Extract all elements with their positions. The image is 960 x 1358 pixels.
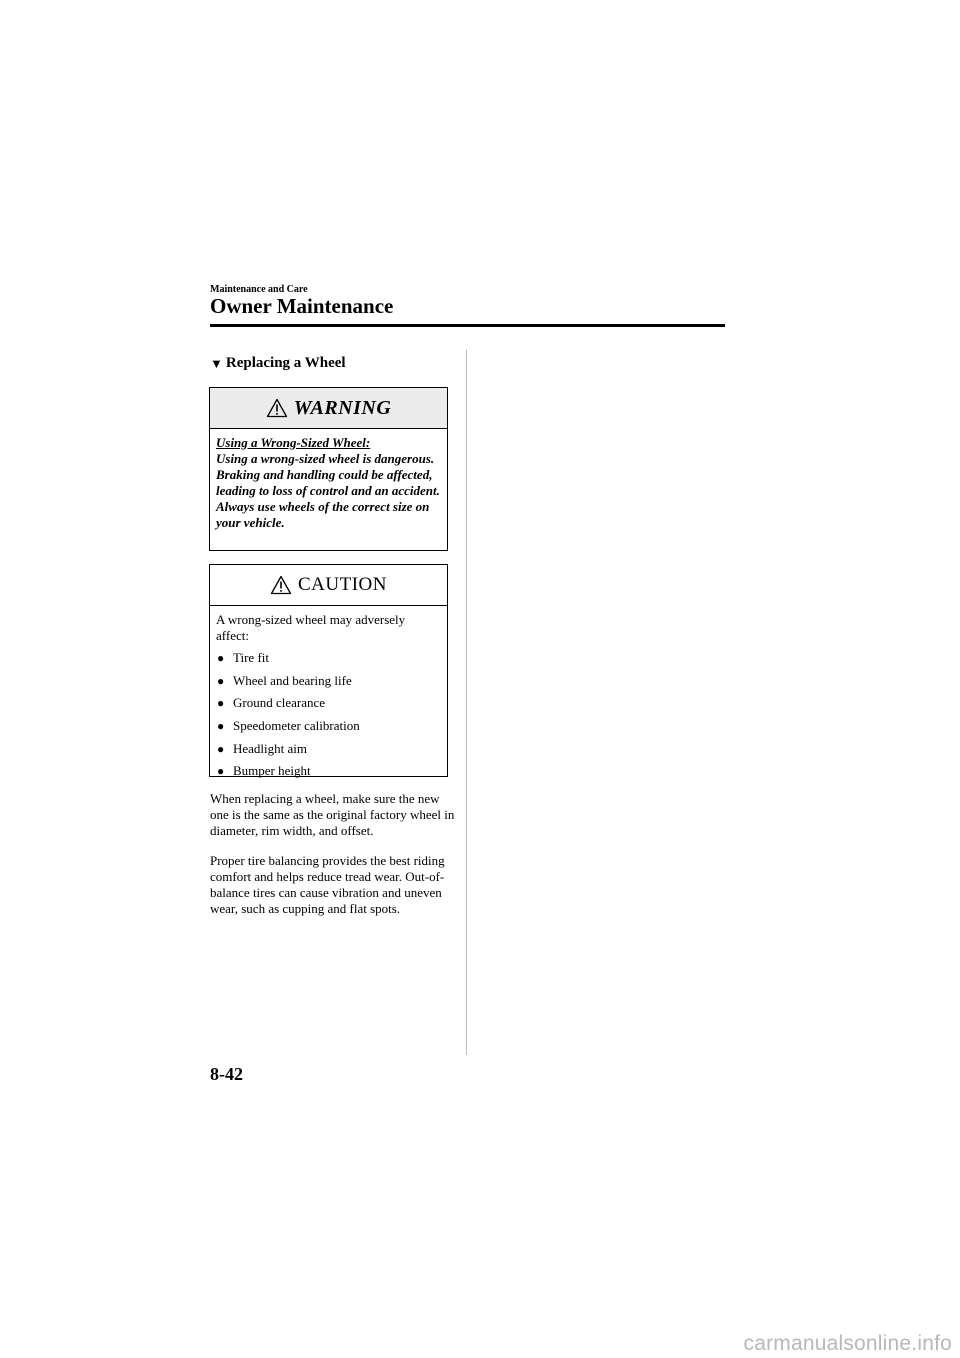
page-number: 8-42 (210, 1064, 243, 1084)
down-triangle-icon: ▼ (210, 356, 223, 371)
warning-label: WARNING (293, 396, 392, 419)
list-item (216, 650, 441, 673)
caution-intro: A wrong-sized wheel may adversely affect: (216, 612, 406, 643)
list-item (216, 741, 441, 764)
section-heading-text: Replacing a Wheel (225, 355, 346, 371)
alert-triangle-icon (270, 575, 292, 595)
list-item-text: Ground clearance (233, 695, 326, 711)
warning-header (210, 388, 447, 429)
caution-box (209, 564, 448, 777)
section-heading (210, 355, 346, 372)
list-item (216, 718, 441, 741)
bullet-icon: ● (217, 696, 225, 711)
list-item-text: Headlight aim (233, 740, 308, 756)
warning-body (210, 429, 447, 531)
header-rule (210, 324, 725, 327)
body-paragraph-2: Proper tire balancing provides the best riding comfort and helps reduce tread wear. Out-of-balance tires can cause vibration and uneven wear, such as cupping and flat spots. (210, 853, 445, 916)
warning-box (209, 387, 448, 551)
list-item-text: Wheel and bearing life (233, 672, 352, 688)
list-item (216, 695, 441, 718)
caution-header (210, 565, 447, 606)
bullet-icon: ● (217, 741, 225, 756)
column-divider (466, 350, 467, 1055)
warning-text: Using a wrong-sized wheel is dangerous. Braking and handling could be affected, leading to loss of control and an accident. Always use wheels of the correct size on your vehicle. (216, 451, 440, 530)
alert-triangle-icon (266, 398, 288, 418)
bullet-icon: ● (217, 651, 225, 665)
section-label: Maintenance and Care (210, 284, 308, 295)
list-item-text: Tire fit (233, 650, 269, 665)
page-title: Owner Maintenance (210, 294, 394, 318)
caution-list (216, 650, 441, 786)
bullet-icon: ● (217, 673, 225, 688)
list-item (216, 763, 441, 786)
bullet-icon: ● (217, 719, 225, 734)
body-paragraph-1: When replacing a wheel, make sure the new one is the same as the original factory wheel in diameter, rim width, and offset. (210, 791, 455, 838)
watermark: carmanualsonline.info (743, 1332, 952, 1355)
list-item-text: Bumper height (233, 763, 311, 779)
caution-body (210, 606, 447, 786)
list-item (216, 673, 441, 696)
bullet-icon: ● (217, 764, 225, 779)
warning-subheading: Using a Wrong-Sized Wheel: (216, 435, 371, 450)
caution-label: CAUTION (298, 574, 387, 595)
list-item-text: Speedometer calibration (233, 718, 360, 734)
